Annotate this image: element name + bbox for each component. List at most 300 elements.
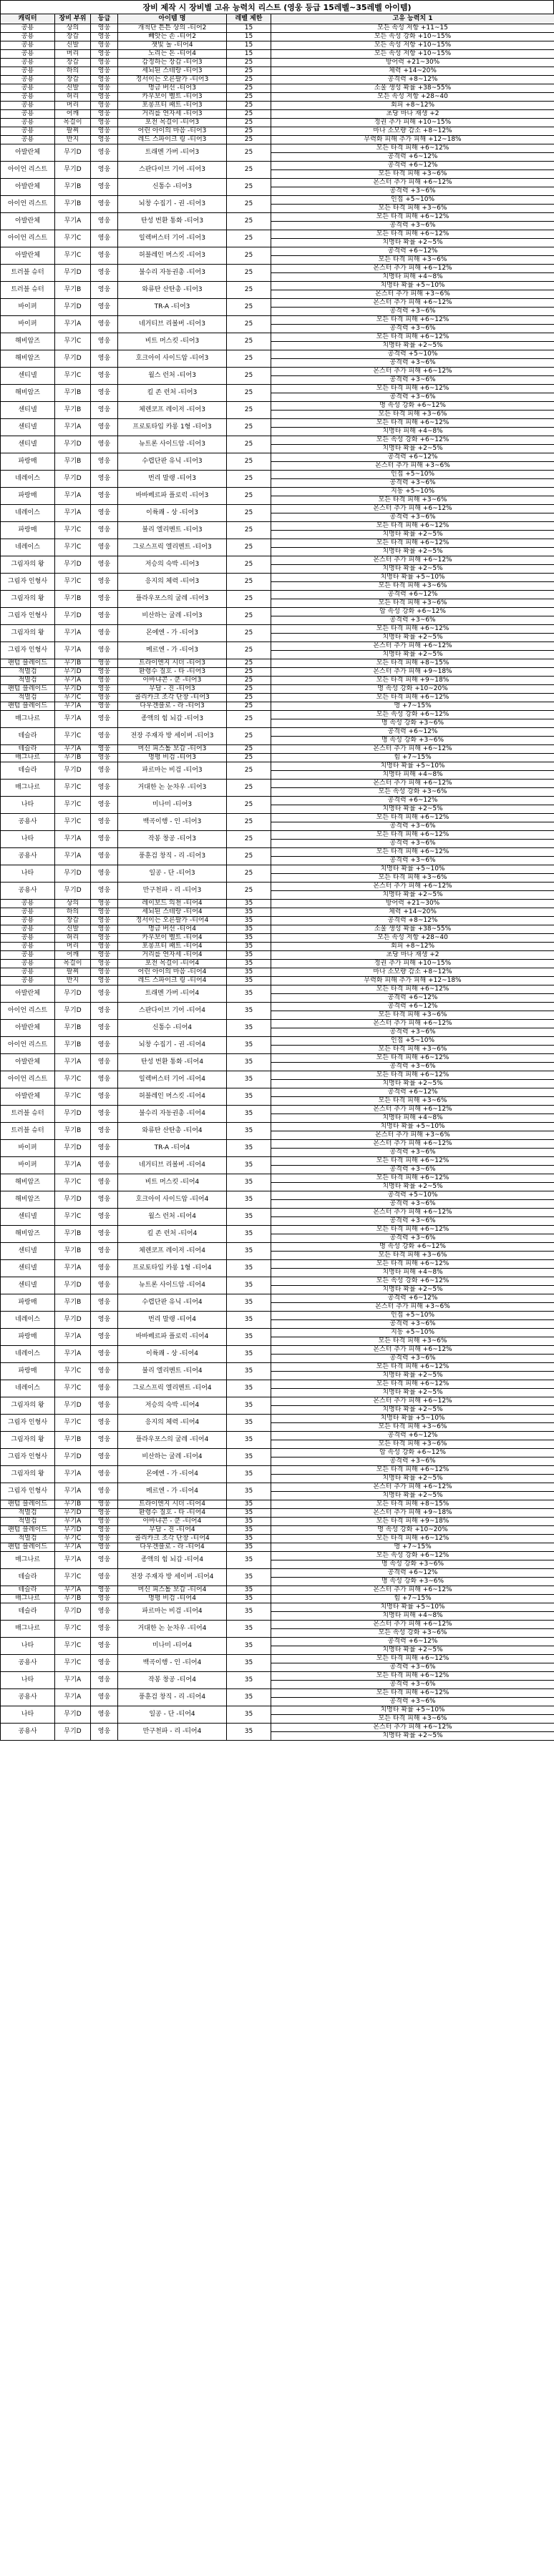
level-cell: 35 xyxy=(227,1329,271,1346)
option-cell: 모든 속성 저항 +28~40 xyxy=(271,93,554,102)
option-cell: 공격력 +3~6% xyxy=(271,1355,554,1363)
option-cell: 모든 타격 피해 +6~12% xyxy=(271,1260,554,1269)
item-name-cell: 체렌코프 레이저 -티어3 xyxy=(118,402,227,419)
slot-cell: 무기D xyxy=(55,1277,91,1294)
item-name-cell: 월스 런처 -티어4 xyxy=(118,1209,227,1226)
option-cell: 초당 마나 재생 +2 xyxy=(271,951,554,960)
option-cell: 모든 타격 피해 +6~12% xyxy=(271,1071,554,1080)
option-cell: 명 속성 강화 +6~12% xyxy=(271,402,554,411)
grade-cell: 영웅 xyxy=(91,1020,118,1037)
table-row xyxy=(1,985,554,994)
table-row xyxy=(1,419,554,428)
item-name-cell: 포롱프티 패트 -티어4 xyxy=(118,943,227,951)
grade-cell: 영웅 xyxy=(91,84,118,93)
character-cell: 나타 xyxy=(1,831,55,848)
level-cell: 35 xyxy=(227,1500,271,1509)
option-cell: 치명타 피해 +4~8% xyxy=(271,1269,554,1277)
option-cell: 치명타 확률 +5~10% xyxy=(271,574,554,582)
item-name-cell: 신통수 -티어4 xyxy=(118,1020,227,1037)
table-row xyxy=(1,1432,554,1440)
option-cell: 모든 타격 피해 +6~12% xyxy=(271,625,554,634)
slot-cell: 무기D xyxy=(55,1140,91,1157)
slot-cell: 무기D xyxy=(55,556,91,574)
table-row xyxy=(1,728,554,737)
character-cell: 나타 xyxy=(1,797,55,814)
character-cell: 아이언 리스트 xyxy=(1,1071,55,1088)
option-cell: 치명타 확률 +2~5% xyxy=(271,1406,554,1415)
level-cell: 35 xyxy=(227,1415,271,1432)
slot-cell: 무기A xyxy=(55,702,91,711)
grade-cell: 영웅 xyxy=(91,745,118,754)
option-cell: 치명타 피해 +4~8% xyxy=(271,1114,554,1123)
level-cell: 25 xyxy=(227,625,271,642)
grade-cell: 영웅 xyxy=(91,1432,118,1449)
level-cell: 25 xyxy=(227,745,271,754)
table-row xyxy=(1,316,554,325)
option-cell: 모든 타격 피해 +3~6% xyxy=(271,1715,554,1724)
table-row xyxy=(1,299,554,308)
character-cell: 아이언 리스트 xyxy=(1,230,55,247)
option-cell: 몬스터 추가 피해 +6~12% xyxy=(271,505,554,513)
table-row xyxy=(1,213,554,222)
character-cell: 공용 xyxy=(1,50,55,59)
level-cell: 35 xyxy=(227,917,271,925)
table-row xyxy=(1,1003,554,1011)
option-cell: 모든 타격 피해 +6~12% xyxy=(271,230,554,239)
grade-cell: 영웅 xyxy=(91,1003,118,1020)
item-name-cell: 네거티브 리볼버 -티어4 xyxy=(118,1157,227,1174)
option-cell: 공격력 +3~6% xyxy=(271,308,554,316)
option-cell: 정권 추가 피해 +10~15% xyxy=(271,960,554,968)
option-cell: 몬스터 추가 피해 +6~12% xyxy=(271,556,554,565)
grade-cell: 영웅 xyxy=(91,1689,118,1706)
slot-cell: 무기B xyxy=(55,1226,91,1243)
level-cell: 25 xyxy=(227,265,271,282)
character-cell: 아발란체 xyxy=(1,179,55,196)
character-cell: 센티넬 xyxy=(1,1277,55,1294)
level-cell: 25 xyxy=(227,574,271,591)
grade-cell: 영웅 xyxy=(91,136,118,144)
character-cell: 팬텀 블레이드 xyxy=(1,702,55,711)
character-cell: 적멸검 xyxy=(1,694,55,702)
level-cell: 25 xyxy=(227,230,271,247)
table-row xyxy=(1,76,554,84)
option-cell: 몬스터 추가 피해 +6~12% xyxy=(271,265,554,273)
option-cell: 몬스터 추가 피해 +6~12% xyxy=(271,1140,554,1149)
character-cell: 매그나르 xyxy=(1,1621,55,1638)
item-name-cell: 아바냐콘 - 쿤 -티어3 xyxy=(118,677,227,685)
grade-cell: 영웅 xyxy=(91,668,118,677)
grade-cell: 영웅 xyxy=(91,1526,118,1535)
option-cell: 모든 타격 피해 +6~12% xyxy=(271,213,554,222)
character-cell: 센티넬 xyxy=(1,419,55,436)
table-row xyxy=(1,1174,554,1183)
item-name-cell: 트래멘 가버 -티어3 xyxy=(118,144,227,162)
table-row xyxy=(1,179,554,187)
table-row xyxy=(1,230,554,239)
item-name-cell: 거대한 논 눈차우 -티어4 xyxy=(118,1621,227,1638)
grade-cell: 영웅 xyxy=(91,1500,118,1509)
option-cell: 모든 속성 저항 +10~15% xyxy=(271,41,554,50)
table-row xyxy=(1,471,554,479)
character-cell: 센티넬 xyxy=(1,1243,55,1260)
character-cell: 아발란체 xyxy=(1,247,55,265)
slot-cell: 무기A xyxy=(55,1552,91,1569)
table-row xyxy=(1,1603,554,1612)
slot-cell: 하의 xyxy=(55,67,91,76)
option-cell: 공격력 +6~12% xyxy=(271,1003,554,1011)
option-cell: 치명타 피해 +4~8% xyxy=(271,1612,554,1621)
item-name-cell: 머신 피스톨 보갑 -티어4 xyxy=(118,1586,227,1595)
item-name-cell: 이륙쾌 - 상 -티어4 xyxy=(118,1346,227,1363)
slot-cell: 허리 xyxy=(55,93,91,102)
table-row xyxy=(1,24,554,33)
grade-cell: 영웅 xyxy=(91,213,118,230)
option-cell: 모든 타격 피해 +6~12% xyxy=(271,831,554,840)
option-cell: 공격력 +3~6% xyxy=(271,1149,554,1157)
character-cell: 공용 xyxy=(1,943,55,951)
grade-cell: 영웅 xyxy=(91,1363,118,1380)
level-cell: 25 xyxy=(227,368,271,385)
item-name-cell: 레드 스파이크 링 -티어3 xyxy=(118,136,227,144)
slot-cell: 무기B xyxy=(55,282,91,299)
grade-cell: 영웅 xyxy=(91,943,118,951)
option-cell: 모든 타격 피해 +6~12% xyxy=(271,539,554,548)
slot-cell: 무기D xyxy=(55,865,91,883)
slot-cell: 무기D xyxy=(55,1397,91,1415)
grade-cell: 영웅 xyxy=(91,333,118,350)
level-cell: 25 xyxy=(227,84,271,93)
grade-cell: 영웅 xyxy=(91,1157,118,1174)
character-cell: 그림자 인형사 xyxy=(1,574,55,591)
character-cell: 공용 xyxy=(1,93,55,102)
slot-cell: 무기B xyxy=(55,1123,91,1140)
character-cell: 공용 xyxy=(1,925,55,934)
grade-cell: 영웅 xyxy=(91,985,118,1003)
slot-cell: 무기D xyxy=(55,668,91,677)
slot-cell: 목걸이 xyxy=(55,960,91,968)
item-name-cell: 일렉버스터 기어 -티어3 xyxy=(118,230,227,247)
level-cell: 35 xyxy=(227,1277,271,1294)
grade-cell: 영웅 xyxy=(91,797,118,814)
table-row xyxy=(1,247,554,256)
option-cell: 몬스터 추가 피해 +6~12% xyxy=(271,1724,554,1732)
table-row xyxy=(1,522,554,531)
item-name-cell: 명금 버선 -티어3 xyxy=(118,84,227,93)
level-cell: 35 xyxy=(227,925,271,934)
option-cell: 치명타 피해 +4~8% xyxy=(271,428,554,436)
level-cell: 15 xyxy=(227,33,271,41)
option-cell: 치명타 확률 +5~10% xyxy=(271,282,554,290)
slot-cell: 무기C xyxy=(55,1209,91,1226)
grade-cell: 영웅 xyxy=(91,522,118,539)
option-cell: 치명타 확률 +2~5% xyxy=(271,548,554,556)
table-row xyxy=(1,33,554,41)
level-cell: 25 xyxy=(227,728,271,745)
level-cell: 35 xyxy=(227,1586,271,1595)
level-cell: 15 xyxy=(227,24,271,33)
item-name-cell: 감정하는 장갑 -티어3 xyxy=(118,59,227,67)
grade-cell: 영웅 xyxy=(91,685,118,694)
option-cell: 공격력 +6~12% xyxy=(271,994,554,1003)
option-cell: 치명타 확률 +2~5% xyxy=(271,531,554,539)
slot-cell: 무기B xyxy=(55,385,91,402)
item-name-cell: 환령수 질호 - 타 -티어4 xyxy=(118,1509,227,1518)
item-name-cell: 명금 버선 -티어4 xyxy=(118,925,227,934)
table-row xyxy=(1,831,554,840)
character-cell: 나타 xyxy=(1,865,55,883)
character-cell: 파랑매 xyxy=(1,488,55,505)
character-cell: 팬텀 블레이드 xyxy=(1,1543,55,1552)
item-name-cell: 비트 머스킷 -티어4 xyxy=(118,1174,227,1191)
item-name-cell: 와류탄 산탄총 -티어4 xyxy=(118,1123,227,1140)
slot-cell: 팔찌 xyxy=(55,968,91,977)
table-row xyxy=(1,1123,554,1131)
grade-cell: 영웅 xyxy=(91,1243,118,1260)
table-row xyxy=(1,1518,554,1526)
character-cell: 아발란체 xyxy=(1,1054,55,1071)
table-row xyxy=(1,1397,554,1406)
item-name-cell: 뇌창 수집기 - 권 -티어3 xyxy=(118,196,227,213)
item-name-cell: 네거티브 리볼버 -티어3 xyxy=(118,316,227,333)
slot-cell: 무기D xyxy=(55,1106,91,1123)
grade-cell: 영웅 xyxy=(91,1518,118,1526)
option-cell: 모든 타격 피해 +6~12% xyxy=(271,1672,554,1681)
document-title: 장비 제작 시 장비별 고유 능력치 리스트 (영웅 등급 15레벨~35레벨 아이템) xyxy=(0,0,554,14)
character-cell: 센티넬 xyxy=(1,436,55,453)
character-cell: 바이퍼 xyxy=(1,1157,55,1174)
table-row xyxy=(1,488,554,496)
character-cell: 아발란체 xyxy=(1,1088,55,1106)
option-cell: 모든 속성 강화 +6~12% xyxy=(271,436,554,445)
item-name-cell: 트라이엔지 시더 -티어4 xyxy=(118,1500,227,1509)
level-cell: 25 xyxy=(227,213,271,230)
option-cell: 치명타 확률 +2~5% xyxy=(271,1646,554,1655)
slot-cell: 머리 xyxy=(55,102,91,110)
grade-cell: 영웅 xyxy=(91,1088,118,1106)
option-cell: 치명타 확률 +5~10% xyxy=(271,1603,554,1612)
item-name-cell: 빼앗는 손 -티어2 xyxy=(118,33,227,41)
character-cell: 공용 xyxy=(1,917,55,925)
option-cell: 모든 속성 저항 +10~15% xyxy=(271,50,554,59)
option-cell: 모든 타격 피해 +6~12% xyxy=(271,1363,554,1372)
level-cell: 35 xyxy=(227,1037,271,1054)
table-row xyxy=(1,780,554,788)
item-name-cell: 환령수 질호 - 타 -티어3 xyxy=(118,668,227,677)
item-name-cell: 거리를 연자세 -티어3 xyxy=(118,110,227,119)
option-cell: 회피 +8~12% xyxy=(271,102,554,110)
level-cell: 25 xyxy=(227,865,271,883)
option-cell: 모든 타격 피해 +8~15% xyxy=(271,1500,554,1509)
table-row xyxy=(1,1689,554,1698)
item-name-cell: 전장 주재자 방 세이버 -티어3 xyxy=(118,728,227,745)
character-cell: 해비암즈 xyxy=(1,333,55,350)
table-row xyxy=(1,385,554,393)
character-cell: 테슬라 xyxy=(1,745,55,754)
slot-cell: 무기C xyxy=(55,728,91,745)
table-row xyxy=(1,1157,554,1166)
option-cell: 공격력 +3~6% xyxy=(271,479,554,488)
character-cell: 공용 xyxy=(1,33,55,41)
option-cell: 몬스터 추가 피해 +6~12% xyxy=(271,642,554,651)
table-row xyxy=(1,1638,554,1646)
character-cell: 매그나르 xyxy=(1,754,55,762)
character-cell: 적멸검 xyxy=(1,677,55,685)
slot-cell: 무기D xyxy=(55,299,91,316)
option-cell: 공격력 +6~12% xyxy=(271,591,554,599)
slot-cell: 무기C xyxy=(55,1621,91,1638)
item-name-cell: 콜리카크 조각 단창 -티어4 xyxy=(118,1535,227,1543)
level-cell: 25 xyxy=(227,162,271,179)
grade-cell: 영웅 xyxy=(91,762,118,780)
option-cell: 몬스터 추가 피해 +6~12% xyxy=(271,1209,554,1217)
character-cell: 적멸검 xyxy=(1,1518,55,1526)
option-cell: 공격력 +5~10% xyxy=(271,1191,554,1200)
option-cell: 모든 속성 강화 +3~6% xyxy=(271,788,554,797)
table-row xyxy=(1,1466,554,1475)
level-cell: 25 xyxy=(227,419,271,436)
character-cell: 그림자 인형사 xyxy=(1,1483,55,1500)
table-row xyxy=(1,505,554,513)
slot-cell: 무기C xyxy=(55,780,91,797)
table-row xyxy=(1,694,554,702)
slot-cell: 무기C xyxy=(55,1174,91,1191)
grade-cell: 영웅 xyxy=(91,265,118,282)
grade-cell: 영웅 xyxy=(91,1054,118,1071)
option-cell: 모든 타격 피해 +9~18% xyxy=(271,1518,554,1526)
table-row xyxy=(1,814,554,822)
character-cell: 공용 xyxy=(1,127,55,136)
table-row xyxy=(1,848,554,857)
slot-cell: 무기B xyxy=(55,402,91,419)
slot-cell: 무기A xyxy=(55,1689,91,1706)
item-name-cell: 잿빛 돌 -티어4 xyxy=(118,41,227,50)
level-cell: 35 xyxy=(227,1140,271,1157)
level-cell: 25 xyxy=(227,119,271,127)
option-cell: 모든 타격 피해 +3~6% xyxy=(271,599,554,608)
table-row xyxy=(1,1088,554,1097)
grade-cell: 영웅 xyxy=(91,1706,118,1724)
option-cell: 명 속성 강화 +10~20% xyxy=(271,685,554,694)
level-cell: 25 xyxy=(227,333,271,350)
table-row xyxy=(1,333,554,342)
slot-cell: 무기B xyxy=(55,1020,91,1037)
character-cell: 그림자의 왕 xyxy=(1,1397,55,1415)
table-row xyxy=(1,659,554,668)
grade-cell: 영웅 xyxy=(91,1638,118,1655)
item-name-cell: 카우보이 벨트 -티어4 xyxy=(118,934,227,943)
level-cell: 35 xyxy=(227,1672,271,1689)
option-cell: 공격력 +6~12% xyxy=(271,162,554,170)
option-cell: 모든 타격 피해 +6~12% xyxy=(271,1535,554,1543)
level-cell: 35 xyxy=(227,1518,271,1526)
table-row xyxy=(1,934,554,943)
option-cell: 몬스터 추가 피해 +3~6% xyxy=(271,1131,554,1140)
character-cell: 팬텀 블레이드 xyxy=(1,1526,55,1535)
option-cell: 공격력 +6~12% xyxy=(271,1638,554,1646)
character-cell: 네레이스 xyxy=(1,1380,55,1397)
level-cell: 35 xyxy=(227,1724,271,1741)
character-cell: 아이언 리스트 xyxy=(1,162,55,179)
option-cell: 치명타 확률 +2~5% xyxy=(271,342,554,350)
option-cell: 몬스터 추가 피해 +6~12% xyxy=(271,1397,554,1406)
item-name-cell: 플라우포스의 굴레 -티어4 xyxy=(118,1432,227,1449)
item-name-cell: 수렵단판 유닉 -티어3 xyxy=(118,453,227,471)
item-name-cell: 다우겐블로 - 라 -티어4 xyxy=(118,1543,227,1552)
grade-cell: 영웅 xyxy=(91,1543,118,1552)
level-cell: 35 xyxy=(227,1655,271,1672)
option-cell: 몬스터 추가 피해 +6~12% xyxy=(271,1106,554,1114)
slot-cell: 무기B xyxy=(55,179,91,196)
grade-cell: 영웅 xyxy=(91,694,118,702)
character-cell: 센티넬 xyxy=(1,1260,55,1277)
character-cell: 공용사 xyxy=(1,883,55,900)
level-cell: 15 xyxy=(227,41,271,50)
grade-cell: 영웅 xyxy=(91,1294,118,1312)
grade-cell: 영웅 xyxy=(91,299,118,316)
item-name-cell: 불수리 자동권총 -티어3 xyxy=(118,265,227,282)
item-name-cell: 풍훈검 창직 - 리 -티어4 xyxy=(118,1689,227,1706)
level-cell: 35 xyxy=(227,1209,271,1226)
option-cell: 체력 +14~20% xyxy=(271,67,554,76)
grade-cell: 영웅 xyxy=(91,50,118,59)
option-cell: 공격력 +6~12% xyxy=(271,1088,554,1097)
table-row xyxy=(1,539,554,548)
item-name-cell: 아바냐콘 - 쿤 -티어4 xyxy=(118,1518,227,1526)
table-row xyxy=(1,1260,554,1269)
item-name-cell: 백곡이행 - 인 -티어4 xyxy=(118,1655,227,1672)
option-cell: 체력 +14~20% xyxy=(271,908,554,917)
item-name-cell: 파르마는 비검 -티어4 xyxy=(118,1603,227,1621)
grade-cell: 영웅 xyxy=(91,1569,118,1586)
slot-cell: 무기D xyxy=(55,1526,91,1535)
slot-cell: 어깨 xyxy=(55,110,91,119)
level-cell: 35 xyxy=(227,1294,271,1312)
option-cell: 명 속성 강화 +3~6% xyxy=(271,1560,554,1569)
grade-cell: 영웅 xyxy=(91,1552,118,1569)
table-row xyxy=(1,1226,554,1234)
option-cell: 힘 +7~15% xyxy=(271,754,554,762)
grade-cell: 영웅 xyxy=(91,505,118,522)
character-cell: 네레이스 xyxy=(1,505,55,522)
table-row xyxy=(1,1595,554,1603)
option-cell: 모든 타격 피해 +6~12% xyxy=(271,316,554,325)
table-row xyxy=(1,900,554,908)
option-cell: 공격력 +3~6% xyxy=(271,359,554,368)
slot-cell: 무기C xyxy=(55,814,91,831)
level-cell: 35 xyxy=(227,968,271,977)
slot-cell: 신발 xyxy=(55,41,91,50)
item-name-cell: TR-A -티어3 xyxy=(118,299,227,316)
level-cell: 25 xyxy=(227,102,271,110)
table-row xyxy=(1,1037,554,1046)
item-name-cell: 탄성 번환 통화 -티어4 xyxy=(118,1054,227,1071)
grade-cell: 영웅 xyxy=(91,196,118,213)
grade-cell: 영웅 xyxy=(91,453,118,471)
grade-cell: 영웅 xyxy=(91,642,118,659)
item-name-cell: 트라이엔지 시더 -티어3 xyxy=(118,659,227,668)
character-cell: 그림자의 왕 xyxy=(1,556,55,574)
grade-cell: 영웅 xyxy=(91,127,118,136)
character-cell: 트러블 슈터 xyxy=(1,1123,55,1140)
option-cell: 치명타 확률 +2~5% xyxy=(271,634,554,642)
item-name-cell: 불수리 자동권총 -티어4 xyxy=(118,1106,227,1123)
level-cell: 35 xyxy=(227,1088,271,1106)
table-row xyxy=(1,711,554,719)
option-cell: 공격력 +6~12% xyxy=(271,1569,554,1578)
grade-cell: 영웅 xyxy=(91,659,118,668)
option-cell: 정권 추가 피해 +10~15% xyxy=(271,119,554,127)
